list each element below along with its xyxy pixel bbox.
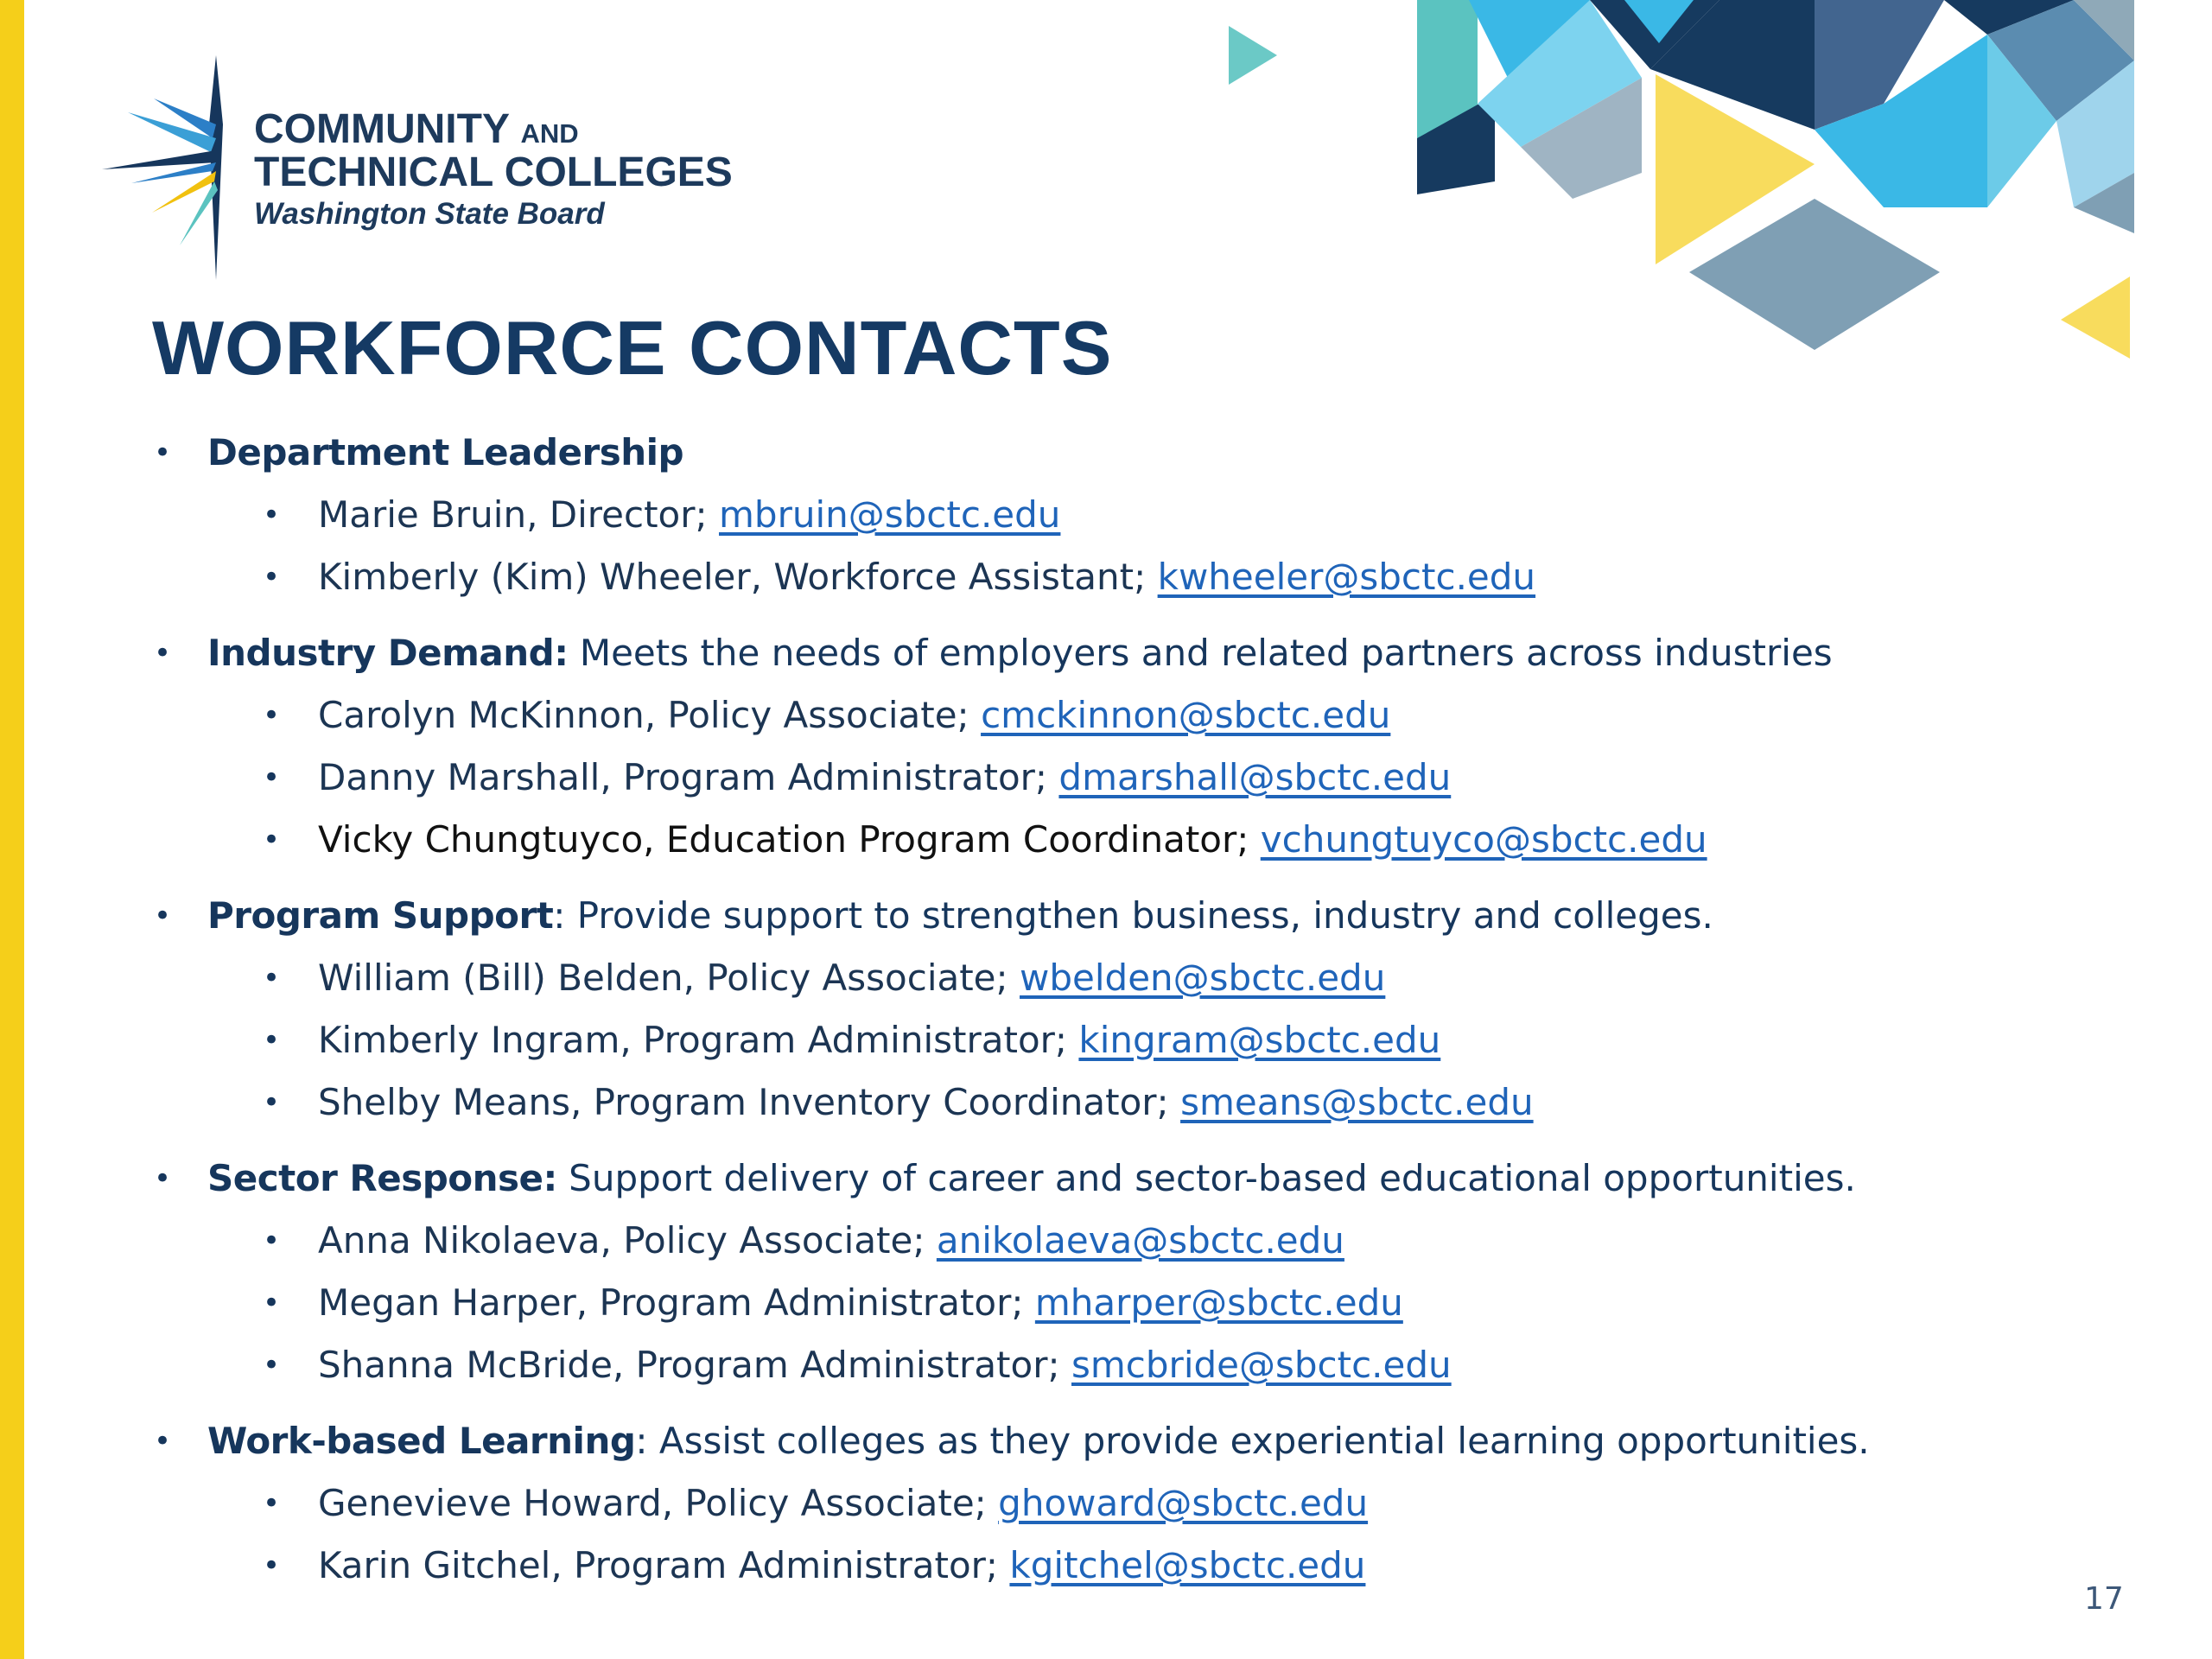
section-description: : Assist colleges as they provide experiential learning opportunities. <box>635 1420 1870 1462</box>
contact-name-role: Kimberly Ingram, Program Administrator; <box>318 1019 1079 1061</box>
contact-item <box>147 747 2134 809</box>
section-program-support <box>147 885 2134 1134</box>
section-heading: Program Support <box>207 894 554 937</box>
section-description: Meets the needs of employers and related partners across industries <box>568 632 1833 674</box>
bullet-icon: • <box>263 1023 281 1058</box>
starburst-icon <box>102 55 240 280</box>
contact-name-role: Danny Marshall, Program Administrator; <box>318 756 1059 798</box>
section-description: Support delivery of career and sector-based educational opportunities. <box>556 1157 1856 1199</box>
contact-name-role: Anna Nikolaeva, Policy Associate; <box>318 1219 937 1262</box>
contact-email-link[interactable]: smcbride@sbctc.edu <box>1071 1344 1452 1386</box>
bullet-icon: • <box>263 1486 281 1521</box>
contact-name-role: Carolyn McKinnon, Policy Associate; <box>318 694 982 736</box>
contact-item <box>147 947 2134 1009</box>
contact-name-role: Megan Harper, Program Administrator; <box>318 1281 1035 1324</box>
bullet-icon: • <box>263 498 281 532</box>
contact-item <box>147 1009 2134 1071</box>
section-heading: Department Leadership <box>207 431 684 474</box>
bullet-icon: • <box>154 899 172 933</box>
section-header <box>147 1410 2134 1472</box>
contact-name-role: Shanna McBride, Program Administrator; <box>318 1344 1071 1386</box>
logo-community-text: COMMUNITY <box>254 106 510 152</box>
contact-item <box>147 1472 2134 1535</box>
bullet-icon: • <box>263 1548 281 1583</box>
contact-email-link[interactable]: smeans@sbctc.edu <box>1180 1081 1534 1123</box>
logo-and-text: AND <box>520 118 579 149</box>
section-description: : Provide support to strengthen business, industry and colleges. <box>553 894 1713 937</box>
contact-email-link[interactable]: dmarshall@sbctc.edu <box>1058 756 1452 798</box>
contact-item <box>147 484 2134 546</box>
bullet-icon: • <box>263 1348 281 1382</box>
page-number: 17 <box>2084 1581 2124 1617</box>
section-heading: Sector Response: <box>207 1157 557 1199</box>
bullet-icon: • <box>263 1286 281 1320</box>
contact-email-link[interactable]: wbelden@sbctc.edu <box>1020 957 1386 999</box>
contact-item <box>147 1535 2134 1597</box>
section-sector-response <box>147 1147 2134 1396</box>
bullet-icon: • <box>263 961 281 995</box>
contact-name-role: Marie Bruin, Director; <box>318 493 720 536</box>
section-header <box>147 885 2134 947</box>
contact-email-link[interactable]: ghoward@sbctc.edu <box>998 1482 1369 1524</box>
contact-email-link[interactable]: mbruin@sbctc.edu <box>719 493 1061 536</box>
contact-name-role: William (Bill) Belden, Policy Associate; <box>318 957 1020 999</box>
contact-item <box>147 684 2134 747</box>
contact-item <box>147 546 2134 608</box>
contact-email-link[interactable]: kwheeler@sbctc.edu <box>1157 556 1536 598</box>
contact-email-link[interactable]: anikolaeva@sbctc.edu <box>936 1219 1344 1262</box>
contact-email-link[interactable]: kgitchel@sbctc.edu <box>1009 1544 1366 1586</box>
bullet-icon: • <box>154 636 172 671</box>
contact-item <box>147 1071 2134 1134</box>
bullet-icon: • <box>263 560 281 594</box>
contact-name-role: Shelby Means, Program Inventory Coordinator; <box>318 1081 1181 1123</box>
contact-item <box>147 1272 2134 1334</box>
contacts-list <box>147 422 2134 1611</box>
bullet-icon: • <box>263 760 281 795</box>
section-heading: Industry Demand: <box>207 632 569 674</box>
contact-email-link[interactable]: cmckinnon@sbctc.edu <box>981 694 1391 736</box>
contact-email-link[interactable]: mharper@sbctc.edu <box>1034 1281 1403 1324</box>
bullet-icon: • <box>154 435 172 470</box>
contact-name-role: Vicky Chungtuyco, Education Program Coordinator; <box>318 818 1261 861</box>
contact-email-link[interactable]: kingram@sbctc.edu <box>1078 1019 1441 1061</box>
contact-email-link[interactable]: vchungtuyco@sbctc.edu <box>1260 818 1707 861</box>
contact-name-role: Kimberly (Kim) Wheeler, Workforce Assistant; <box>318 556 1158 598</box>
contact-item <box>147 1334 2134 1396</box>
contact-name-role: Karin Gitchel, Program Administrator; <box>318 1544 1010 1586</box>
contact-name-role: Genevieve Howard, Policy Associate; <box>318 1482 999 1524</box>
slide-title: WORKFORCE CONTACTS <box>152 305 1113 391</box>
contact-item <box>147 1210 2134 1272</box>
section-department-leadership <box>147 422 2134 608</box>
section-header <box>147 622 2134 684</box>
section-industry-demand <box>147 622 2134 871</box>
bullet-icon: • <box>154 1161 172 1196</box>
section-header <box>147 422 2134 484</box>
section-work-based-learning <box>147 1410 2134 1597</box>
logo-technical-colleges-text: TECHNICAL COLLEGES <box>254 149 733 195</box>
bullet-icon: • <box>154 1424 172 1459</box>
logo-state-board-text: Washington State Board <box>254 197 605 231</box>
contact-item <box>147 809 2134 871</box>
section-heading: Work-based Learning <box>207 1420 636 1462</box>
sbctc-logo <box>102 55 759 289</box>
bullet-icon: • <box>263 1224 281 1258</box>
bullet-icon: • <box>263 1085 281 1120</box>
section-header <box>147 1147 2134 1210</box>
bullet-icon: • <box>263 823 281 857</box>
bullet-icon: • <box>263 698 281 733</box>
